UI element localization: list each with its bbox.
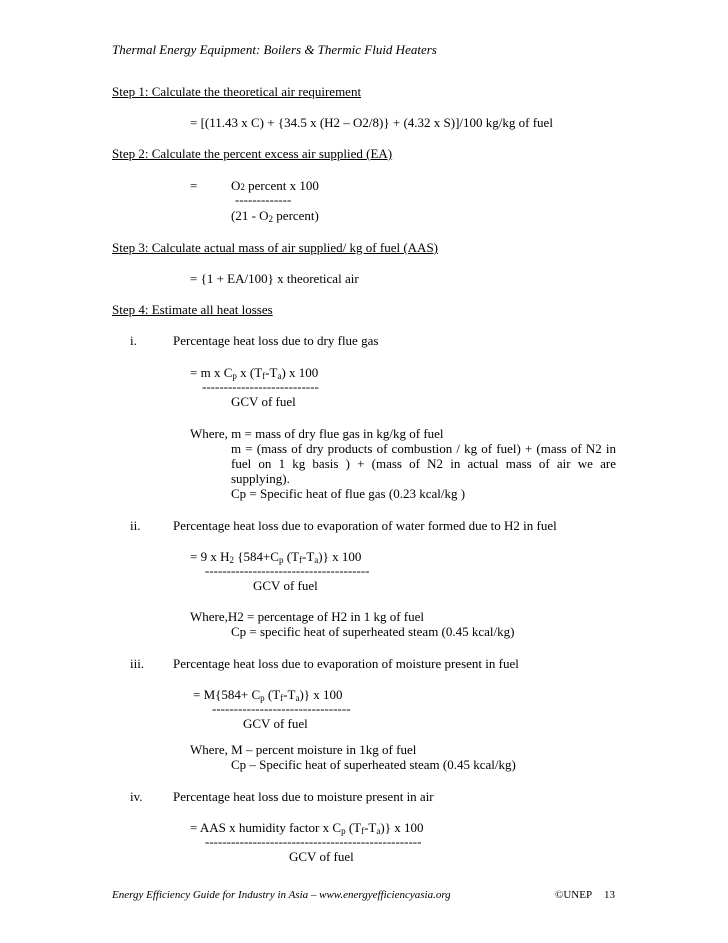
page-number: 13: [604, 889, 615, 901]
loss-i-m-line3: supplying).: [231, 471, 290, 486]
loss-ii-number: ii.: [130, 518, 141, 533]
step3-formula: = {1 + EA/100} x theoretical air: [190, 271, 359, 286]
step1-title: Step 1: Calculate the theoretical air requirement: [112, 84, 362, 99]
step2-denominator: ($21 - O_2$ percent): [231, 208, 319, 224]
loss-iv-label: Percentage heat loss due to moisture present in air: [173, 789, 434, 804]
loss-i-m-line1: m = (mass of dry products of combustion / kg of fuel) + (mass of N2 in: [231, 441, 616, 456]
step2-equals: =: [190, 178, 198, 193]
loss-iii-number: iii.: [130, 656, 145, 671]
loss-ii-label: Percentage heat loss due to evaporation of water formed due to H2 in fuel: [173, 518, 557, 533]
loss-i-fraction-line: ---------------------------: [202, 379, 319, 394]
loss-i-label: Percentage heat loss due to dry flue gas: [173, 333, 379, 348]
loss-iii-cp: Cp – Specific heat of superheated steam (0.45 kcal/kg): [231, 757, 516, 772]
step2-title: Step 2: Calculate the percent excess air supplied (EA): [112, 146, 393, 161]
loss-iv-denominator: GCV of fuel: [289, 849, 354, 864]
loss-i-m-line2: fuel on 1 kg basis ) + (mass of N2 in actual mass of air we are: [231, 456, 616, 471]
loss-iv-number: iv.: [130, 789, 143, 804]
running-header: Thermal Energy Equipment: Boilers & Thermic Fluid Heaters: [112, 42, 437, 57]
step4-title: Step 4: Estimate all heat losses: [112, 302, 273, 317]
step1-formula: = [(11.43 x C) + {34.5 x (H2 – O2/8)} + (4.32 x S)]/100 kg/kg of fuel: [190, 115, 553, 130]
loss-i-denominator: GCV of fuel: [231, 394, 296, 409]
loss-iii-denominator: GCV of fuel: [243, 716, 308, 731]
footer-copyright: ©UNEP: [555, 889, 593, 901]
footer-source: Energy Efficiency Guide for Industry in Asia – www.energyefficiencyasia.org: [112, 889, 451, 901]
loss-i-cp: Cp = Specific heat of flue gas (0.23 kcal/kg ): [231, 486, 466, 501]
loss-i-where: Where, m = mass of dry flue gas in kg/kg of fuel: [190, 426, 444, 441]
loss-iii-where: Where, M – percent moisture in 1kg of fuel: [190, 742, 417, 757]
loss-iii-fraction-line: --------------------------------: [212, 701, 351, 716]
loss-ii-fraction-line: --------------------------------------: [205, 563, 370, 578]
loss-ii-where: Where,H2 = percentage of H2 in 1 kg of fuel: [190, 609, 425, 624]
loss-i-numerator: = m x $C_p$ x $(T_f-T_a)$ x 100: [190, 365, 319, 381]
step2-numerator: O2 percent x 100: [231, 178, 319, 193]
loss-iv-numerator: = AAS x humidity factor x $C_p$ $(T_f-T_a)$} x 100: [190, 820, 424, 836]
loss-iii-label: Percentage heat loss due to evaporation of moisture present in fuel: [173, 656, 519, 671]
loss-i-number: i.: [130, 333, 137, 348]
loss-iv-fraction-line: --------------------------------------------------: [205, 834, 422, 849]
loss-ii-numerator: = 9 x $H_2$ {$584+C_p$ $(T_f-T_a)$} x 100: [190, 549, 362, 565]
loss-ii-denominator: GCV of fuel: [253, 578, 318, 593]
step2-fraction-line: -------------: [235, 192, 292, 207]
step3-title: Step 3: Calculate actual mass of air supplied/ kg of fuel (AAS): [112, 240, 439, 255]
loss-ii-cp: Cp = specific heat of superheated steam (0.45 kcal/kg): [231, 624, 515, 639]
loss-iii-numerator: = $M\{584+ C_p$ $(T_f-T_a)$} x 100: [193, 687, 343, 703]
